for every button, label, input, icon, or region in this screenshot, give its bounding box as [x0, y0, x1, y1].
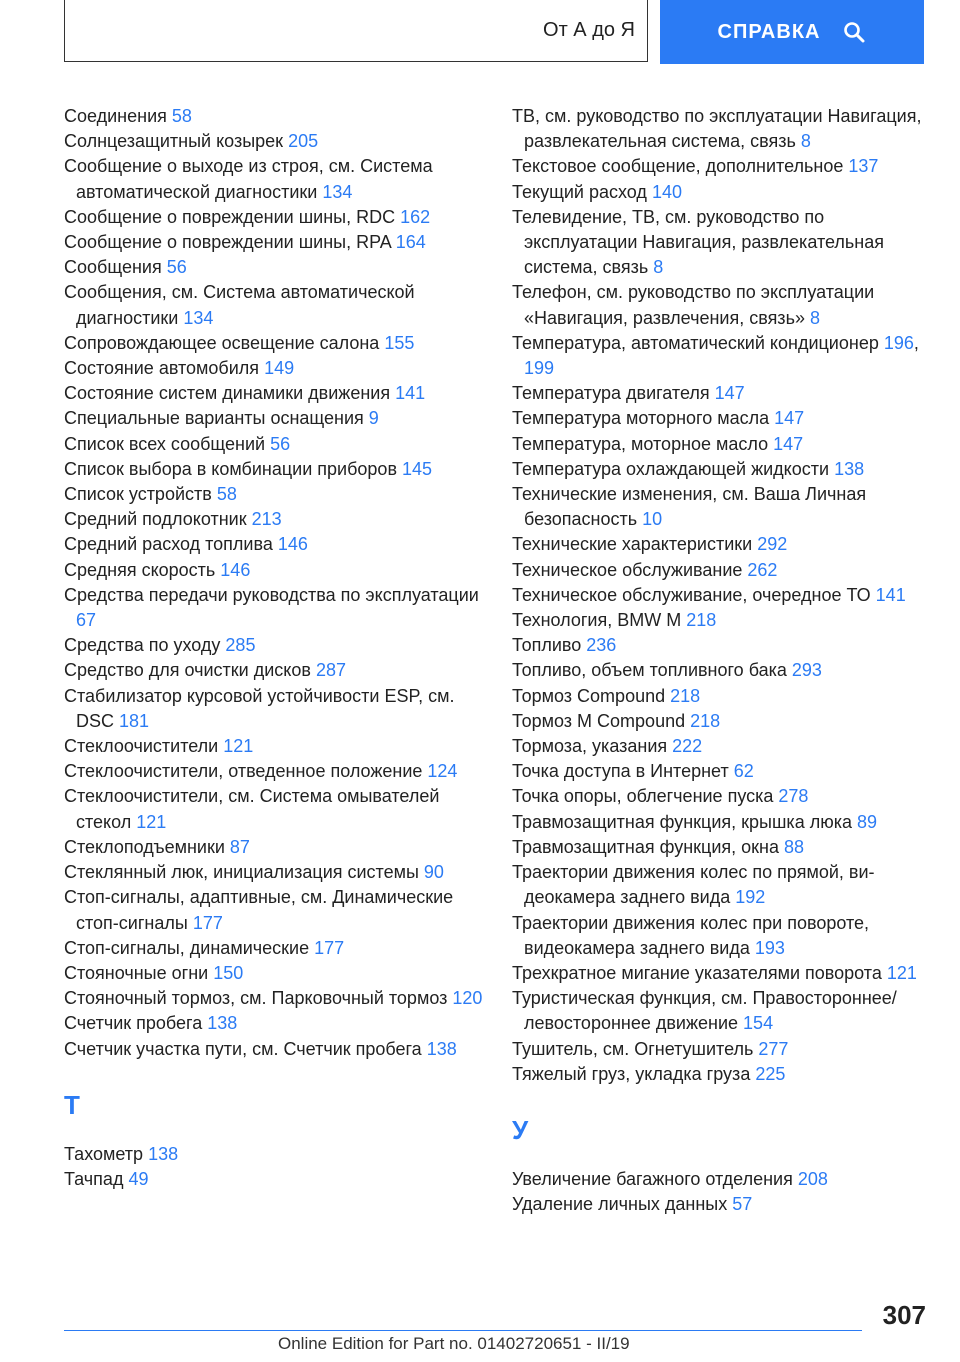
index-entry — [512, 860, 932, 910]
page-link[interactable]: 205 — [288, 131, 319, 152]
page-link[interactable]: 121 — [886, 962, 917, 983]
index-entry — [64, 759, 484, 784]
index-entry-text: Сообщение о повреждении шины, RDC — [64, 206, 401, 227]
index-entry-text: Тормоз Compound — [512, 685, 671, 706]
index-entry — [512, 633, 932, 658]
index-entry-text: Технические характеристики — [512, 534, 758, 555]
index-entry-text: Текстовое сообщение, дополнительное — [512, 156, 849, 177]
page-link[interactable]: 147 — [773, 433, 804, 454]
index-entry-text: Стеклоочистители, см. Система омывателей стекол — [64, 786, 440, 832]
page-link[interactable]: 138 — [834, 458, 865, 479]
page-link[interactable]: 292 — [757, 534, 788, 555]
index-entry — [512, 154, 932, 179]
index-entry-text: Траектории движения колес по прямой, видеокамера заднего вида — [512, 862, 875, 908]
index-entry-text: Средство для очистки дисков — [64, 660, 316, 681]
page-link[interactable]: 140 — [651, 181, 682, 202]
index-entry-text: Точка доступа в Интернет — [512, 761, 734, 782]
index-entry — [512, 1037, 932, 1062]
index-entry — [512, 1192, 932, 1217]
page-link[interactable]: 193 — [754, 937, 785, 958]
index-entry-text: Список всех сообщений — [64, 433, 271, 454]
page-link[interactable]: 218 — [670, 685, 701, 706]
index-entry — [64, 331, 484, 356]
index-entry — [64, 860, 484, 885]
index-entry-text: Сообщение о выходе из строя, см. Система автоматической диагностики — [64, 156, 433, 202]
index-entry — [64, 230, 484, 255]
index-entry-text: Топливо — [512, 635, 587, 656]
page-link[interactable]: 88 — [784, 836, 805, 857]
index-entry — [512, 532, 932, 557]
page-link[interactable]: 177 — [314, 937, 345, 958]
page-link[interactable]: 121 — [223, 736, 254, 757]
index-entry — [512, 784, 932, 809]
page-link[interactable]: 58 — [216, 484, 237, 505]
index-entry — [64, 784, 484, 834]
index-entry — [512, 432, 932, 457]
page-link[interactable]: 147 — [774, 408, 805, 429]
index-entry-text: Средства передачи руководства по эксплуатации — [64, 584, 479, 605]
index-entry-text: Техническое обслуживание — [512, 559, 748, 580]
page-link[interactable]: 56 — [270, 433, 291, 454]
page-link[interactable]: 10 — [642, 509, 663, 530]
page-link[interactable]: 218 — [690, 710, 721, 731]
index-entry — [64, 356, 484, 381]
page-link[interactable]: 141 — [875, 584, 906, 605]
page-link[interactable]: 225 — [755, 1063, 786, 1084]
page-link[interactable]: 218 — [686, 610, 717, 631]
index-entry-text: Стояночный тормоз, см. Парковочный тормоз — [64, 988, 453, 1009]
index-entry-text: Температура охлаждающей жидкости — [512, 458, 835, 479]
index-entry-text: Температура двигателя — [512, 383, 715, 404]
index-entry — [512, 457, 932, 482]
page-link[interactable]: 138 — [426, 1038, 457, 1059]
index-entry-text: Стоп-сигналы, динамические — [64, 937, 315, 958]
index-entry-text: Сообщения, см. Система автоматической диагностики — [64, 282, 415, 328]
index-entry — [512, 180, 932, 205]
index-entry-text: Температура, автоматический кондиционер — [512, 332, 884, 353]
index-entry-text: Техническое обслуживание, очередное ТО — [512, 584, 876, 605]
index-entry-text: Трехкратное мигание указателями поворота — [512, 962, 887, 983]
index-entry — [64, 280, 484, 330]
page-link[interactable]: 8 — [653, 257, 664, 278]
index-entry — [64, 1167, 484, 1192]
index-entry-text: Состояние автомобиля — [64, 358, 265, 379]
page-link[interactable]: 164 — [395, 232, 426, 253]
index-list-right — [512, 104, 932, 1087]
index-entry-text: Удаление личных данных — [512, 1194, 733, 1215]
page-link[interactable]: 147 — [714, 383, 745, 404]
index-entry — [512, 709, 932, 734]
index-entry-text: Средний подлокотник — [64, 509, 252, 530]
page-link[interactable]: 56 — [166, 257, 187, 278]
index-entry-text: Технология, BMW M — [512, 610, 687, 631]
page-link[interactable]: 287 — [315, 660, 346, 681]
index-list-left-section — [64, 1142, 484, 1192]
index-entry-text: Средства по уходу — [64, 635, 226, 656]
index-entry-text: Стабилизатор курсовой устойчивости ESP, см. DSC — [64, 685, 455, 731]
index-entry — [64, 381, 484, 406]
index-entry — [64, 406, 484, 431]
index-entry — [64, 1011, 484, 1036]
page-link[interactable]: 90 — [423, 862, 444, 883]
search-icon[interactable] — [842, 20, 866, 44]
page-link[interactable]: 155 — [384, 332, 415, 353]
page-link[interactable]: 8 — [800, 131, 811, 152]
page-link[interactable]: 236 — [586, 635, 617, 656]
index-entry — [64, 885, 484, 935]
page-link[interactable]: 58 — [171, 106, 192, 126]
index-entry — [512, 759, 932, 784]
index-entry-text: Солнцезащитный козырек — [64, 131, 289, 152]
index-entry — [512, 810, 932, 835]
page-link[interactable]: 120 — [452, 988, 483, 1009]
tab-help-label: СПРАВКА — [717, 20, 821, 43]
page-link[interactable]: 9 — [368, 408, 379, 429]
index-entry — [64, 507, 484, 532]
index-entry — [512, 658, 932, 683]
page-link[interactable]: 277 — [758, 1038, 789, 1059]
index-entry-text: Специальные варианты оснащения — [64, 408, 369, 429]
section-letter: У — [512, 1114, 529, 1145]
page-link[interactable]: 124 — [427, 761, 458, 782]
page-link[interactable]: 57 — [732, 1194, 753, 1215]
index-entry-text: Счетчик участка пути, см. Счетчик пробега — [64, 1038, 427, 1059]
tab-a-to-z[interactable] — [64, 0, 648, 62]
index-entry-text: Счетчик пробега — [64, 1013, 208, 1034]
page-link[interactable]: 141 — [395, 383, 426, 404]
index-entry-text: Средний расход топлива — [64, 534, 278, 555]
page-link[interactable]: 177 — [192, 912, 223, 933]
page-link[interactable]: 293 — [791, 660, 822, 681]
index-entry-text: Травмозащитная функция, окна — [512, 836, 784, 857]
page-link[interactable]: 145 — [402, 458, 433, 479]
index-entry — [64, 154, 484, 204]
index-entry — [64, 633, 484, 658]
index-entry — [64, 205, 484, 230]
page-link[interactable]: 146 — [277, 534, 308, 555]
index-entry-text: Топливо, объем топливного бака — [512, 660, 792, 681]
page-link[interactable]: 192 — [735, 887, 766, 908]
index-entry-text: Телевидение, ТВ, см. руководство по эксплуатации Навигация, развлекательная система, связь — [512, 206, 884, 278]
index-entry — [64, 936, 484, 961]
index-entry — [512, 104, 932, 154]
index-entry — [512, 280, 932, 330]
footer-edition: Online Edition for Part no. 01402720651 - II/19 — [278, 1334, 630, 1353]
index-entry-text: Стеклоочистители — [64, 736, 224, 757]
index-entry-text: Тачпад — [64, 1168, 129, 1189]
page-link[interactable]: 278 — [778, 786, 809, 807]
index-entry — [64, 1142, 484, 1167]
index-entry — [512, 835, 932, 860]
index-entry — [64, 457, 484, 482]
index-entry-text: Телефон, см. руководство по эксплуатации «Навигация, развлечения, связь» — [512, 282, 875, 328]
page-link[interactable]: 150 — [213, 962, 244, 983]
index-entry-text: Список выбора в комбинации приборов — [64, 458, 403, 479]
index-entry — [512, 684, 932, 709]
page-link[interactable]: 213 — [251, 509, 282, 530]
index-entry-text: Технические изменения, см. Ваша Личная безопасность — [512, 484, 867, 530]
page-link[interactable]: 199 — [524, 358, 555, 379]
index-entry-text: Сообщения — [64, 257, 167, 278]
index-entry — [512, 406, 932, 431]
page-link[interactable]: 162 — [400, 206, 431, 227]
index-entry — [512, 482, 932, 532]
page-link[interactable]: 121 — [136, 811, 167, 832]
index-list-left — [64, 104, 484, 1062]
index-entry — [512, 1062, 932, 1087]
section-letter: Т — [64, 1089, 80, 1120]
page-link[interactable]: 181 — [119, 710, 150, 731]
index-entry-text: Стеклоподъемники — [64, 836, 230, 857]
index-entry — [64, 129, 484, 154]
index-entry — [64, 532, 484, 557]
page-link[interactable]: 154 — [743, 1013, 774, 1034]
page-link[interactable]: 134 — [322, 181, 353, 202]
page-link[interactable]: 134 — [183, 307, 214, 328]
page-number: 307 — [882, 1300, 926, 1330]
index-entry-text: Тормоз M Compound — [512, 710, 691, 731]
page-link[interactable]: 149 — [264, 358, 295, 379]
index-entry — [512, 911, 932, 961]
index-entry-text: Сопровождающее освещение салона — [64, 332, 385, 353]
index-entry — [64, 482, 484, 507]
footer-divider — [64, 1330, 862, 1331]
page-link[interactable]: 196 — [883, 332, 914, 353]
index-entry-text: Туристическая функция, см. Правостороннее/ левостороннее движение — [512, 988, 897, 1034]
index-entry — [64, 432, 484, 457]
index-entry-text: Стеклоочистители, отведенное положение — [64, 761, 428, 782]
page-link[interactable]: 62 — [733, 761, 754, 782]
index-entry — [64, 835, 484, 860]
index-entry-text: Стояночные огни — [64, 962, 214, 983]
index-entry — [512, 558, 932, 583]
index-entry-text: Стоп-сигналы, адаптивные, см. Динамические стоп-сигналы — [64, 887, 454, 933]
index-entry — [64, 583, 484, 633]
tab-help[interactable] — [660, 0, 924, 64]
page-link[interactable]: 138 — [148, 1143, 179, 1164]
page-link[interactable]: 222 — [672, 736, 703, 757]
index-column-left — [64, 104, 484, 1192]
index-entry-text: Список устройств — [64, 484, 217, 505]
page-link[interactable]: 208 — [797, 1168, 828, 1189]
page-link[interactable]: 146 — [220, 559, 251, 580]
index-entry-text: Точка опоры, облегчение пуска — [512, 786, 779, 807]
index-entry — [512, 381, 932, 406]
index-entry-text: Сообщение о повреждении шины, RPA — [64, 232, 396, 253]
index-entry — [512, 608, 932, 633]
page-link[interactable]: 87 — [229, 836, 250, 857]
index-entry — [512, 1167, 932, 1192]
index-entry — [512, 583, 932, 608]
index-entry-text: Тахометр — [64, 1143, 149, 1164]
index-entry — [64, 255, 484, 280]
index-entry — [64, 684, 484, 734]
index-entry-text: Тормоза, указания — [512, 736, 673, 757]
page-link[interactable]: 285 — [225, 635, 256, 656]
header — [64, 0, 920, 64]
page-link[interactable]: 8 — [809, 307, 820, 328]
index-entry — [512, 961, 932, 986]
index-entry — [64, 986, 484, 1011]
index-entry — [512, 986, 932, 1036]
page-link[interactable]: 138 — [207, 1013, 238, 1034]
index-entry — [64, 1037, 484, 1062]
tab-a-to-z-label: От А до Я — [543, 19, 635, 41]
page-link[interactable]: 49 — [128, 1168, 149, 1189]
index-entry — [512, 205, 932, 281]
index-entry — [64, 961, 484, 986]
index-entry-text: Тяжелый груз, укладка груза — [512, 1063, 756, 1084]
index-entry: Температура, автоматический кондиционер 196, 199 — [512, 332, 919, 379]
index-entry-text: Траектории движения колес при повороте, видеокамера заднего вида — [512, 912, 870, 958]
index-entry — [64, 558, 484, 583]
index-entry-text: Стеклянный люк, инициализация системы — [64, 862, 424, 883]
index-entry-text: Соединения — [64, 106, 172, 126]
index-entry — [64, 734, 484, 759]
index-entry-text: Состояние систем динамики движения — [64, 383, 396, 404]
index-list-right-section — [512, 1167, 932, 1217]
index-entry-text: ТВ, см. руководство по эксплуатации Навигация, развлекательная система, связь — [512, 106, 922, 152]
index-entry — [64, 104, 484, 129]
index-entry-text: Травмозащитная функция, крышка люка — [512, 811, 857, 832]
page-link[interactable]: 89 — [857, 811, 878, 832]
index-entry-text: Текущий расход — [512, 181, 652, 202]
index-column-right — [512, 104, 932, 1217]
index-entry-text: Увеличение багажного отделения — [512, 1168, 798, 1189]
index-entry-text: Средняя скорость — [64, 559, 221, 580]
page-link[interactable]: 137 — [848, 156, 879, 177]
page-link[interactable]: 262 — [747, 559, 778, 580]
index-entry-text: Температура моторного масла — [512, 408, 775, 429]
page-link[interactable]: 67 — [76, 610, 97, 631]
index-entry-text: Температура, моторное масло — [512, 433, 774, 454]
index-entry — [64, 658, 484, 683]
index-entry-text: Тушитель, см. Огнетушитель — [512, 1038, 759, 1059]
index-entry — [512, 734, 932, 759]
